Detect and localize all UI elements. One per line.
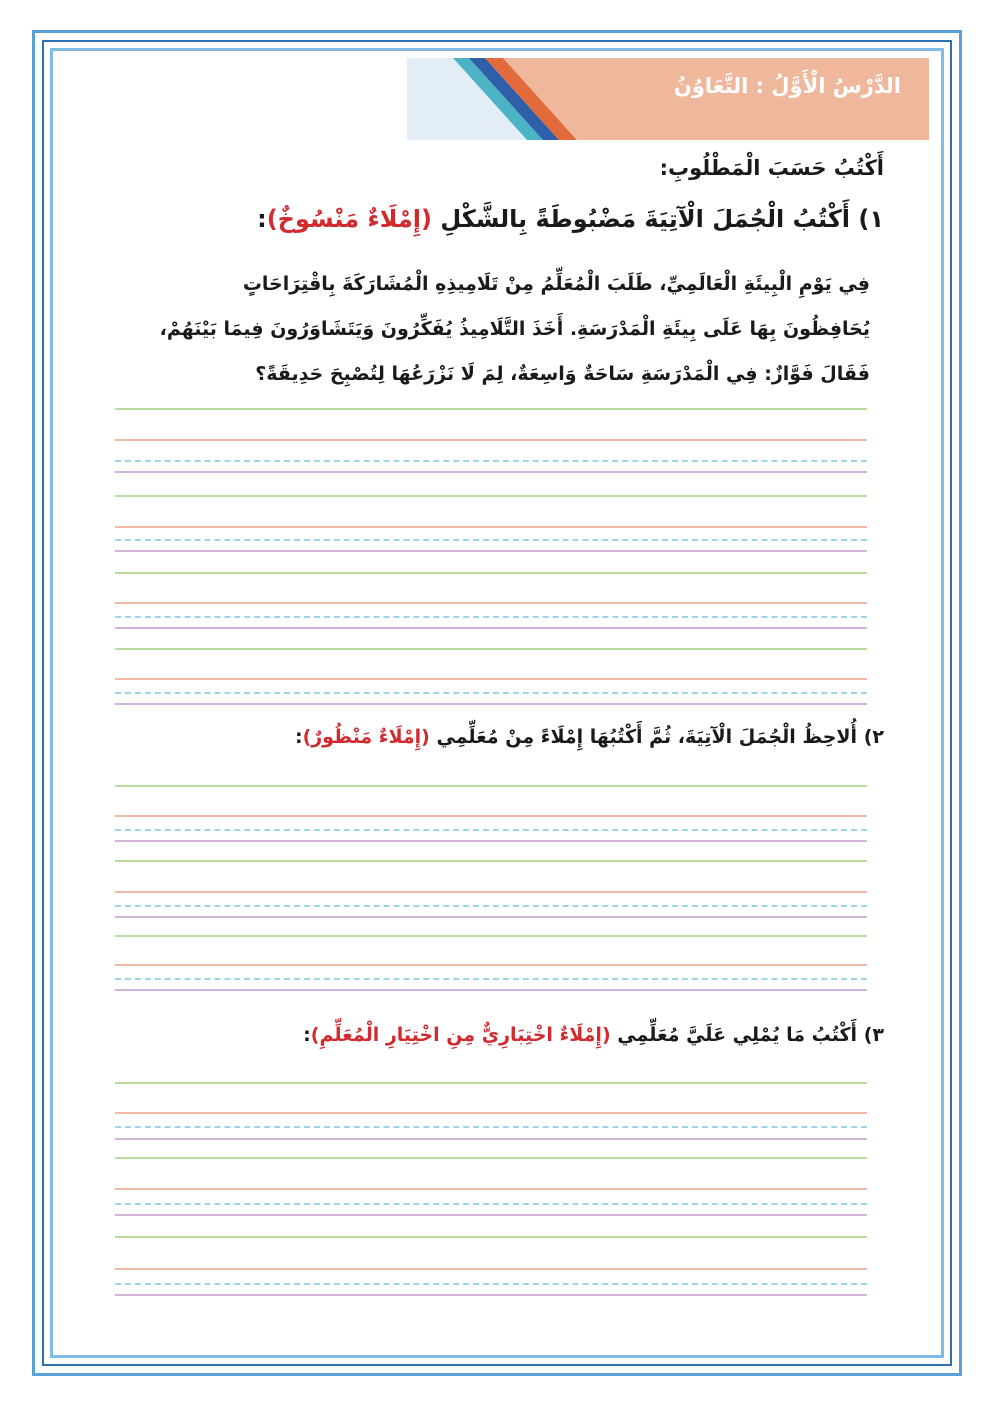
question-1	[114, 205, 884, 233]
question-3	[114, 1024, 884, 1046]
guide-line	[115, 1082, 867, 1084]
guide-line	[115, 840, 867, 842]
guide-line	[115, 539, 867, 541]
guide-line	[115, 1268, 867, 1270]
guide-line	[115, 1112, 867, 1114]
guide-line	[115, 627, 867, 629]
guide-line	[115, 550, 867, 552]
guide-line	[115, 616, 867, 618]
guide-line	[115, 989, 867, 991]
guide-line	[115, 1138, 867, 1140]
question-1-colon: :	[257, 205, 267, 233]
guide-line	[115, 1126, 867, 1128]
guide-line	[115, 829, 867, 831]
guide-line	[115, 460, 867, 462]
guide-line	[115, 526, 867, 528]
guide-line	[115, 1236, 867, 1238]
guide-line	[115, 703, 867, 705]
question-2-text: أُلاحِظُ الْجُمَلَ الْآتِيَةَ، ثُمَّ أَكْتُبُهَا إِمْلَاءً مِنْ مُعَلِّمِي	[436, 726, 858, 748]
question-3-number: ٣)	[863, 1024, 884, 1046]
guide-line	[115, 978, 867, 980]
passage-line: يُحَافِظُونَ بِهَا عَلَى بِيئَةِ الْمَدْرَسَةِ. أَخَذَ التَّلَامِيذُ يُفَكِّرُونَ وَيَتَشَاوَرُونَ فِيمَا بَيْنَهُمْ،	[159, 318, 870, 340]
guide-line	[115, 1214, 867, 1216]
passage-line: فَقَالَ فَوَّازٌ: فِي الْمَدْرَسَةِ سَاحَةٌ وَاسِعَةٌ، لِمَ لَا نَزْرَعُهَا لِتُصْبِحَ حَدِيقَةً؟	[255, 363, 870, 385]
guide-line	[115, 1157, 867, 1159]
header-stripes-graphic	[407, 58, 929, 140]
guide-line	[115, 572, 867, 574]
lesson-title: الدَّرْسُ الْأَوَّلُ : التَّعَاوُنُ	[673, 74, 901, 98]
question-1-tag: (إِمْلَاءٌ مَنْسُوخٌ)	[266, 205, 432, 233]
guide-line	[115, 439, 867, 441]
guide-line	[115, 495, 867, 497]
question-2-tag: (إِمْلَاءٌ مَنْظُورٌ)	[302, 726, 430, 748]
guide-line	[115, 602, 867, 604]
question-1-number: ١)	[858, 205, 884, 233]
guide-line	[115, 678, 867, 680]
question-3-tag: (إِمْلَاءٌ اخْتِبَارِيٌّ مِنِ اخْتِيَارِ الْمُعَلِّمِ)	[310, 1024, 611, 1046]
guide-line	[115, 648, 867, 650]
guide-line	[115, 1294, 867, 1296]
guide-line	[115, 905, 867, 907]
guide-line	[115, 785, 867, 787]
guide-line	[115, 964, 867, 966]
question-2	[114, 726, 884, 748]
question-2-colon: :	[294, 726, 303, 748]
guide-line	[115, 815, 867, 817]
question-3-colon: :	[303, 1024, 311, 1046]
guide-line	[115, 860, 867, 862]
guide-line	[115, 408, 867, 410]
guide-line	[115, 1203, 867, 1205]
guide-line	[115, 935, 867, 937]
guide-line	[115, 916, 867, 918]
lesson-header-banner	[407, 58, 929, 140]
question-3-text: أَكْتُبُ مَا يُمْلِي عَلَيَّ مُعَلِّمِي	[617, 1024, 858, 1046]
passage-line: فِي يَوْمِ الْبِيئَةِ الْعَالَمِيِّ، طَلَبَ الْمُعَلِّمُ مِنْ تَلَامِيذِهِ الْمُشَارَكَةَ بِاقْتِرَاحَاتٍ	[242, 273, 870, 295]
question-1-text: أَكْتُبُ الْجُمَلَ الْآتِيَةَ مَضْبُوطَةً بِالشَّكْلِ	[440, 205, 851, 233]
instruction-heading: أَكْتُبُ حَسَبَ الْمَطْلُوبِ:	[659, 156, 884, 180]
question-2-number: ٢)	[863, 726, 884, 748]
guide-line	[115, 1188, 867, 1190]
guide-line	[115, 471, 867, 473]
dictation-passage	[115, 262, 870, 397]
guide-line	[115, 891, 867, 893]
guide-line	[115, 692, 867, 694]
guide-line	[115, 1283, 867, 1285]
